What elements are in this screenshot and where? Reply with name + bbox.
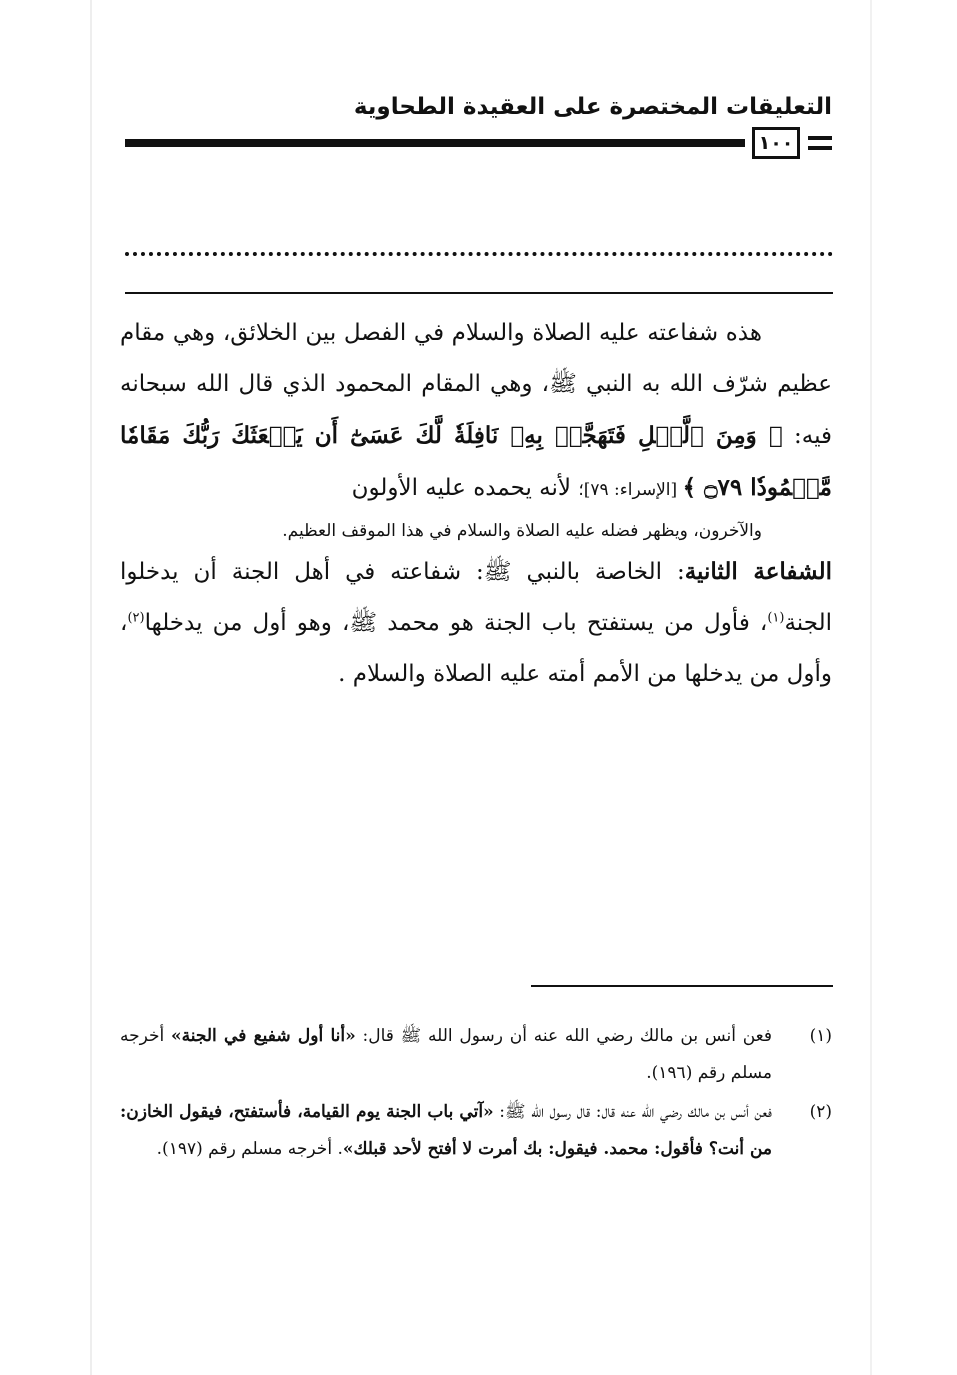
running-title: التعليقات المختصرة على العقيدة الطحاوية <box>353 94 832 120</box>
paragraph-second-intercession <box>120 546 832 700</box>
hadith-quote: «آتي باب الجنة يوم القيامة، فأستفتح، فيقول الخازن: من أنت؟ فأقول: محمد. فيقول: بك أمرت لا أفتح لأحد قبلك» <box>120 1102 772 1159</box>
verse-reference: [الإسراء: ٧٩]؛ <box>578 480 683 500</box>
footnote-number: (١) <box>809 1026 832 1046</box>
footnotes <box>120 1018 832 1170</box>
quran-verse: ﴿ وَمِنَ ٱلَّيۡلِ فَتَهَجَّدۡ بِهِۦ نَافِلَةٗ لَّكَ عَسَىٰٓ أَن يَبۡعَثَكَ رَبُّكَ مَقَامٗا مَّحۡمُودٗا ۝٧٩ ﴾ <box>120 422 832 501</box>
footnote-text: فعن أنس بن مالك رضي الله عنه قال: قال رسول الله ﷺ: <box>493 1102 772 1122</box>
section-rule <box>125 292 833 294</box>
page-number: ١٠٠ <box>752 127 800 159</box>
paragraph-text: هذه شفاعته عليه الصلاة والسلام في الفصل بين الخلائق، وهي مقام عظيم شرّف الله به النبي ﷺ، وهي المقام المحمود الذي قال الله سبحانه فيه: <box>120 320 833 449</box>
footnote-rule <box>531 985 833 987</box>
header-dash-decoration <box>808 136 832 140</box>
footnote-number: (٢) <box>809 1102 832 1122</box>
footnote-ref-2[interactable]: (٢) <box>127 610 145 626</box>
paragraph-text: : الخاصة بالنبي ﷺ: شفاعته في أهل الجنة أن يدخلوا الجنة <box>120 559 832 636</box>
paragraph-text: ، فأول من يستفتح باب الجنة هو محمد ﷺ، وهو أول من يدخلها <box>144 610 768 636</box>
footnote-text: فعن أنس بن مالك رضي الله عنه أن رسول الله ﷺ قال: <box>355 1026 773 1046</box>
scan-edge-mark <box>870 0 872 1375</box>
footnote <box>120 1094 832 1168</box>
paragraph-text: ، وأول من يدخلها من الأمم أمته عليه الصلاة والسلام . <box>120 610 832 687</box>
dotted-separator <box>125 252 833 256</box>
main-text <box>120 308 832 700</box>
paragraph-text: لأنه يحمده عليه الأولون <box>351 475 579 501</box>
paragraph-text-small: والآخرون، ويظهر فضله عليه الصلاة والسلام في هذا الموقف العظيم. <box>282 521 762 541</box>
hadith-quote: «أنا أول شفيع في الجنة» <box>171 1026 356 1046</box>
footnote-ref-1[interactable]: (١) <box>767 610 785 626</box>
header-dash-decoration <box>808 146 832 150</box>
footnote <box>120 1018 832 1092</box>
paragraph-first-intercession <box>120 308 832 546</box>
header-rule <box>125 139 745 147</box>
scan-edge-mark <box>90 0 92 1375</box>
section-label: الشفاعة الثانية <box>684 558 832 585</box>
footnote-text: أخرجه مسلم رقم (١٩٦). <box>120 1026 772 1083</box>
footnote-text: . أخرجه مسلم رقم (١٩٧). <box>156 1139 343 1159</box>
